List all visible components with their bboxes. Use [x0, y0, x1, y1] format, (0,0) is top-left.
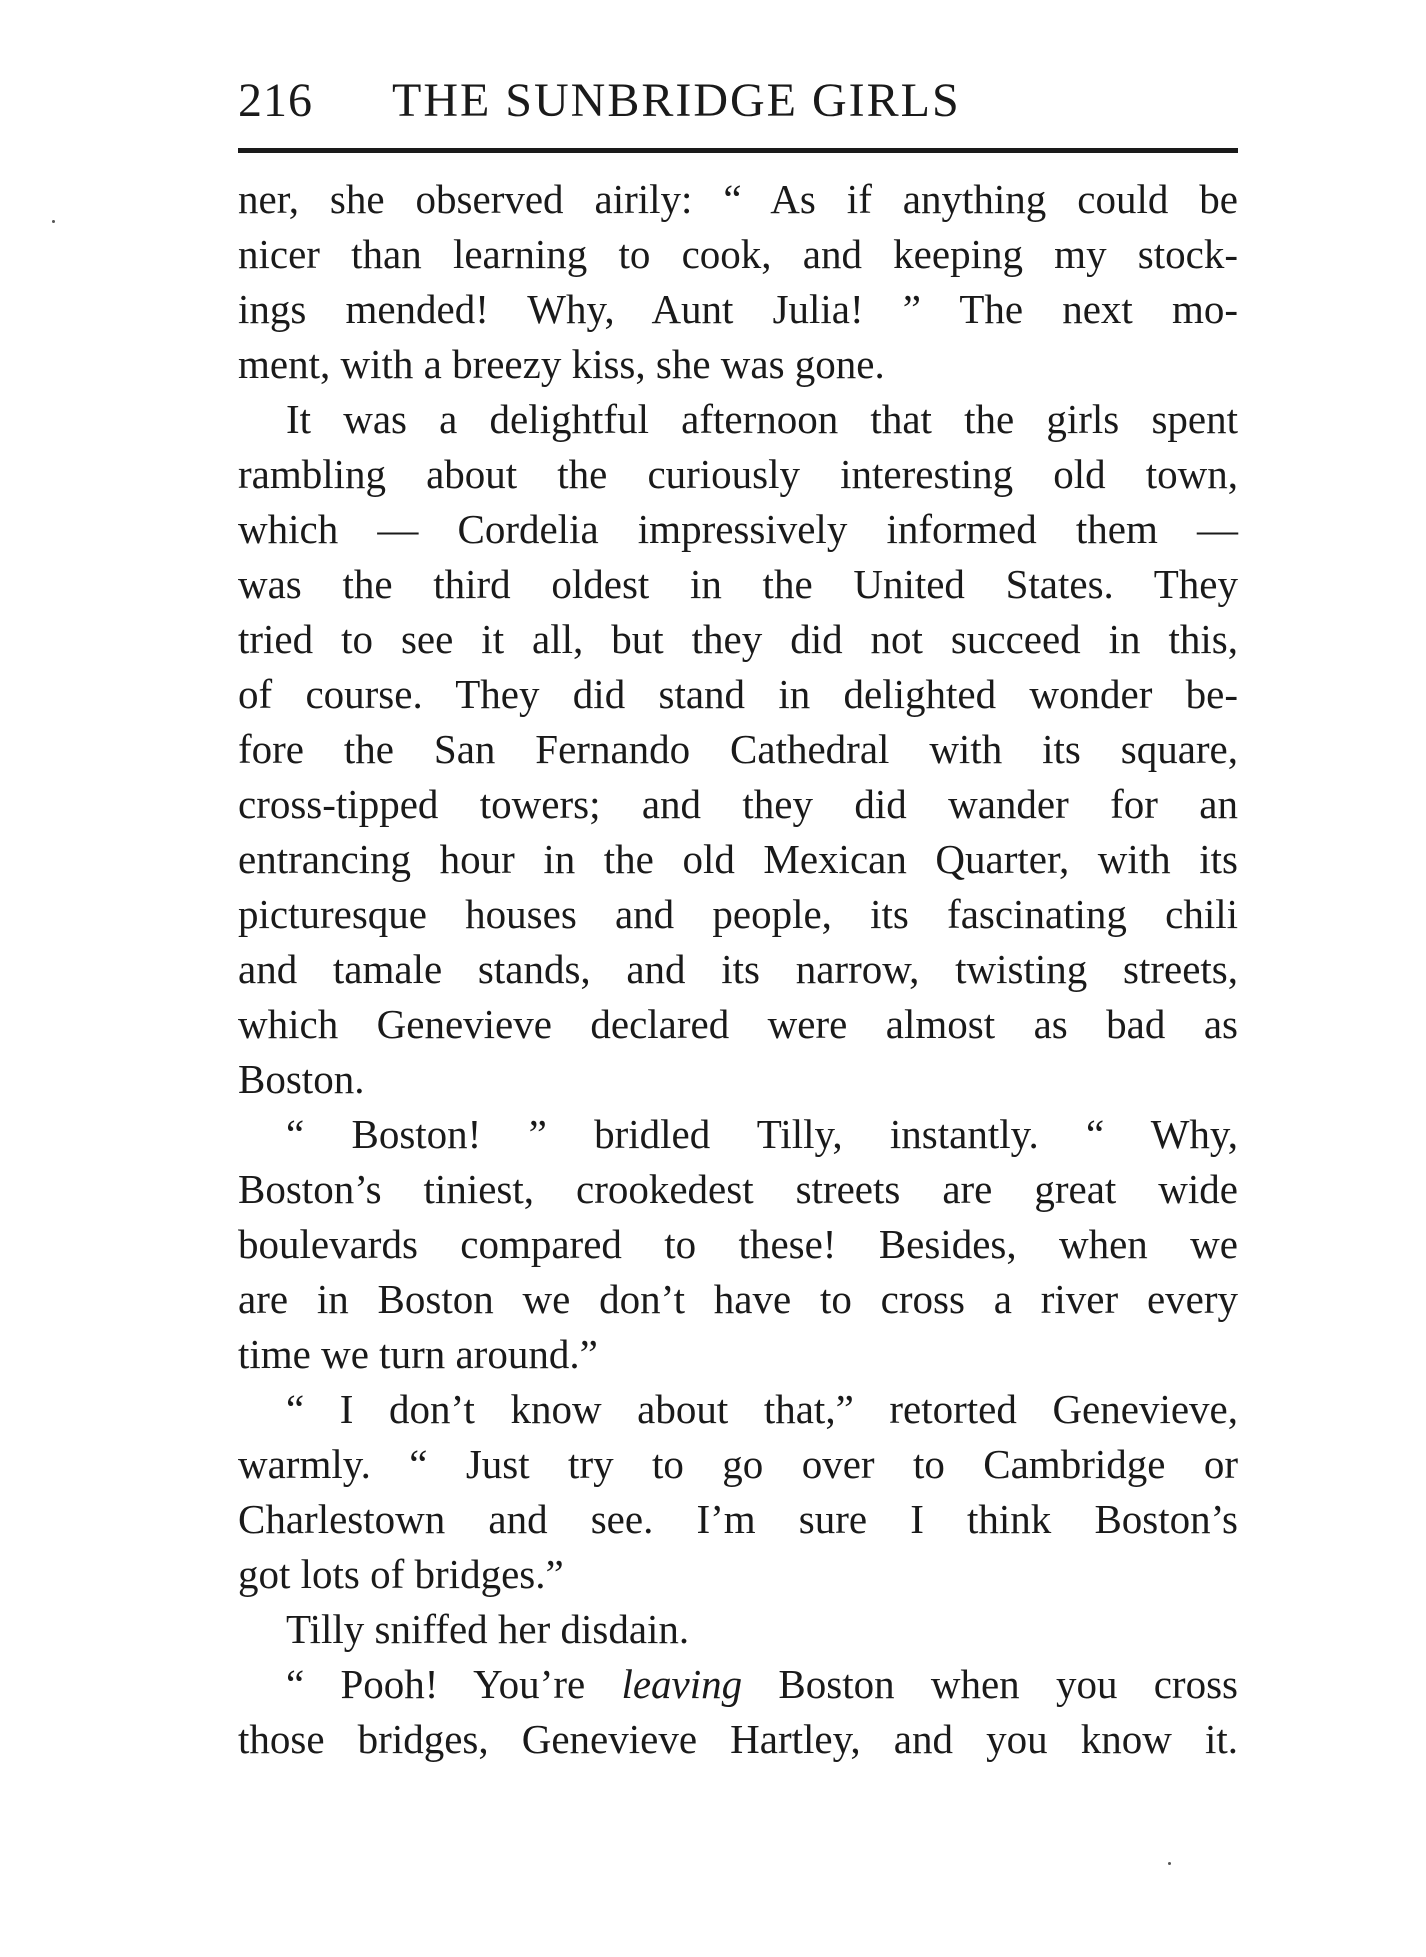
- text-line: time we turn around.”: [238, 1331, 598, 1377]
- text-line: of course. They did stand in delighted wonder be-: [238, 671, 1238, 717]
- text-line: picturesque houses and people, its fascinating chili: [238, 891, 1238, 937]
- text-line: Boston.: [238, 1056, 365, 1102]
- text-line: rambling about the curiously interesting old town,: [238, 451, 1238, 497]
- text-line: Tilly sniffed her disdain.: [286, 1606, 690, 1652]
- text-line: nicer than learning to cook, and keeping my stock-: [238, 231, 1238, 277]
- text-line: boulevards compared to these! Besides, when we: [238, 1221, 1238, 1267]
- text-line: and tamale stands, and its narrow, twisting streets,: [238, 946, 1238, 992]
- text-line: was the third oldest in the United States. They: [238, 561, 1238, 607]
- text-line: are in Boston we don’t have to cross a river every: [238, 1276, 1238, 1322]
- text-line: got lots of bridges.”: [238, 1551, 564, 1597]
- paper-speck: [52, 220, 55, 223]
- text-line: ner, she observed airily: “ As if anything could be: [238, 176, 1238, 222]
- text-line: warmly. “ Just try to go over to Cambridge or: [238, 1441, 1238, 1487]
- text-line: which — Cordelia impressively informed them —: [238, 506, 1238, 552]
- page-header: [238, 66, 1238, 136]
- text-line: It was a delightful afternoon that the girls spent: [286, 396, 1238, 442]
- text-line: Boston’s tiniest, crookedest streets are great wide: [238, 1166, 1238, 1212]
- header-rule: [238, 148, 1238, 153]
- text-line: cross-tipped towers; and they did wander for an: [238, 781, 1238, 827]
- text-line: Charlestown and see. I’m sure I think Boston’s: [238, 1496, 1238, 1542]
- text-line: which Genevieve declared were almost as bad as: [238, 1001, 1238, 1047]
- text-line: “ I don’t know about that,” retorted Genevieve,: [286, 1386, 1238, 1432]
- text-line: “ Boston! ” bridled Tilly, instantly. “ Why,: [286, 1111, 1238, 1157]
- emphasis: leaving: [621, 1661, 743, 1707]
- running-title: THE SUNBRIDGE GIRLS: [392, 74, 961, 127]
- text-line: tried to see it all, but they did not succeed in this,: [238, 616, 1238, 662]
- page-number: 216: [238, 74, 313, 127]
- text-line: ment, with a breezy kiss, she was gone.: [238, 341, 885, 387]
- text-line: those bridges, Genevieve Hartley, and you know it.: [238, 1716, 1238, 1762]
- paper-speck: [1168, 1862, 1171, 1865]
- text-line: entrancing hour in the old Mexican Quarter, with its: [238, 836, 1238, 882]
- text-line: “ Pooh! You’re leaving Boston when you cross: [286, 1661, 1238, 1707]
- body-text: [238, 172, 1238, 1767]
- text-line: ings mended! Why, Aunt Julia! ” The next mo-: [238, 286, 1238, 332]
- text-line: fore the San Fernando Cathedral with its square,: [238, 726, 1238, 772]
